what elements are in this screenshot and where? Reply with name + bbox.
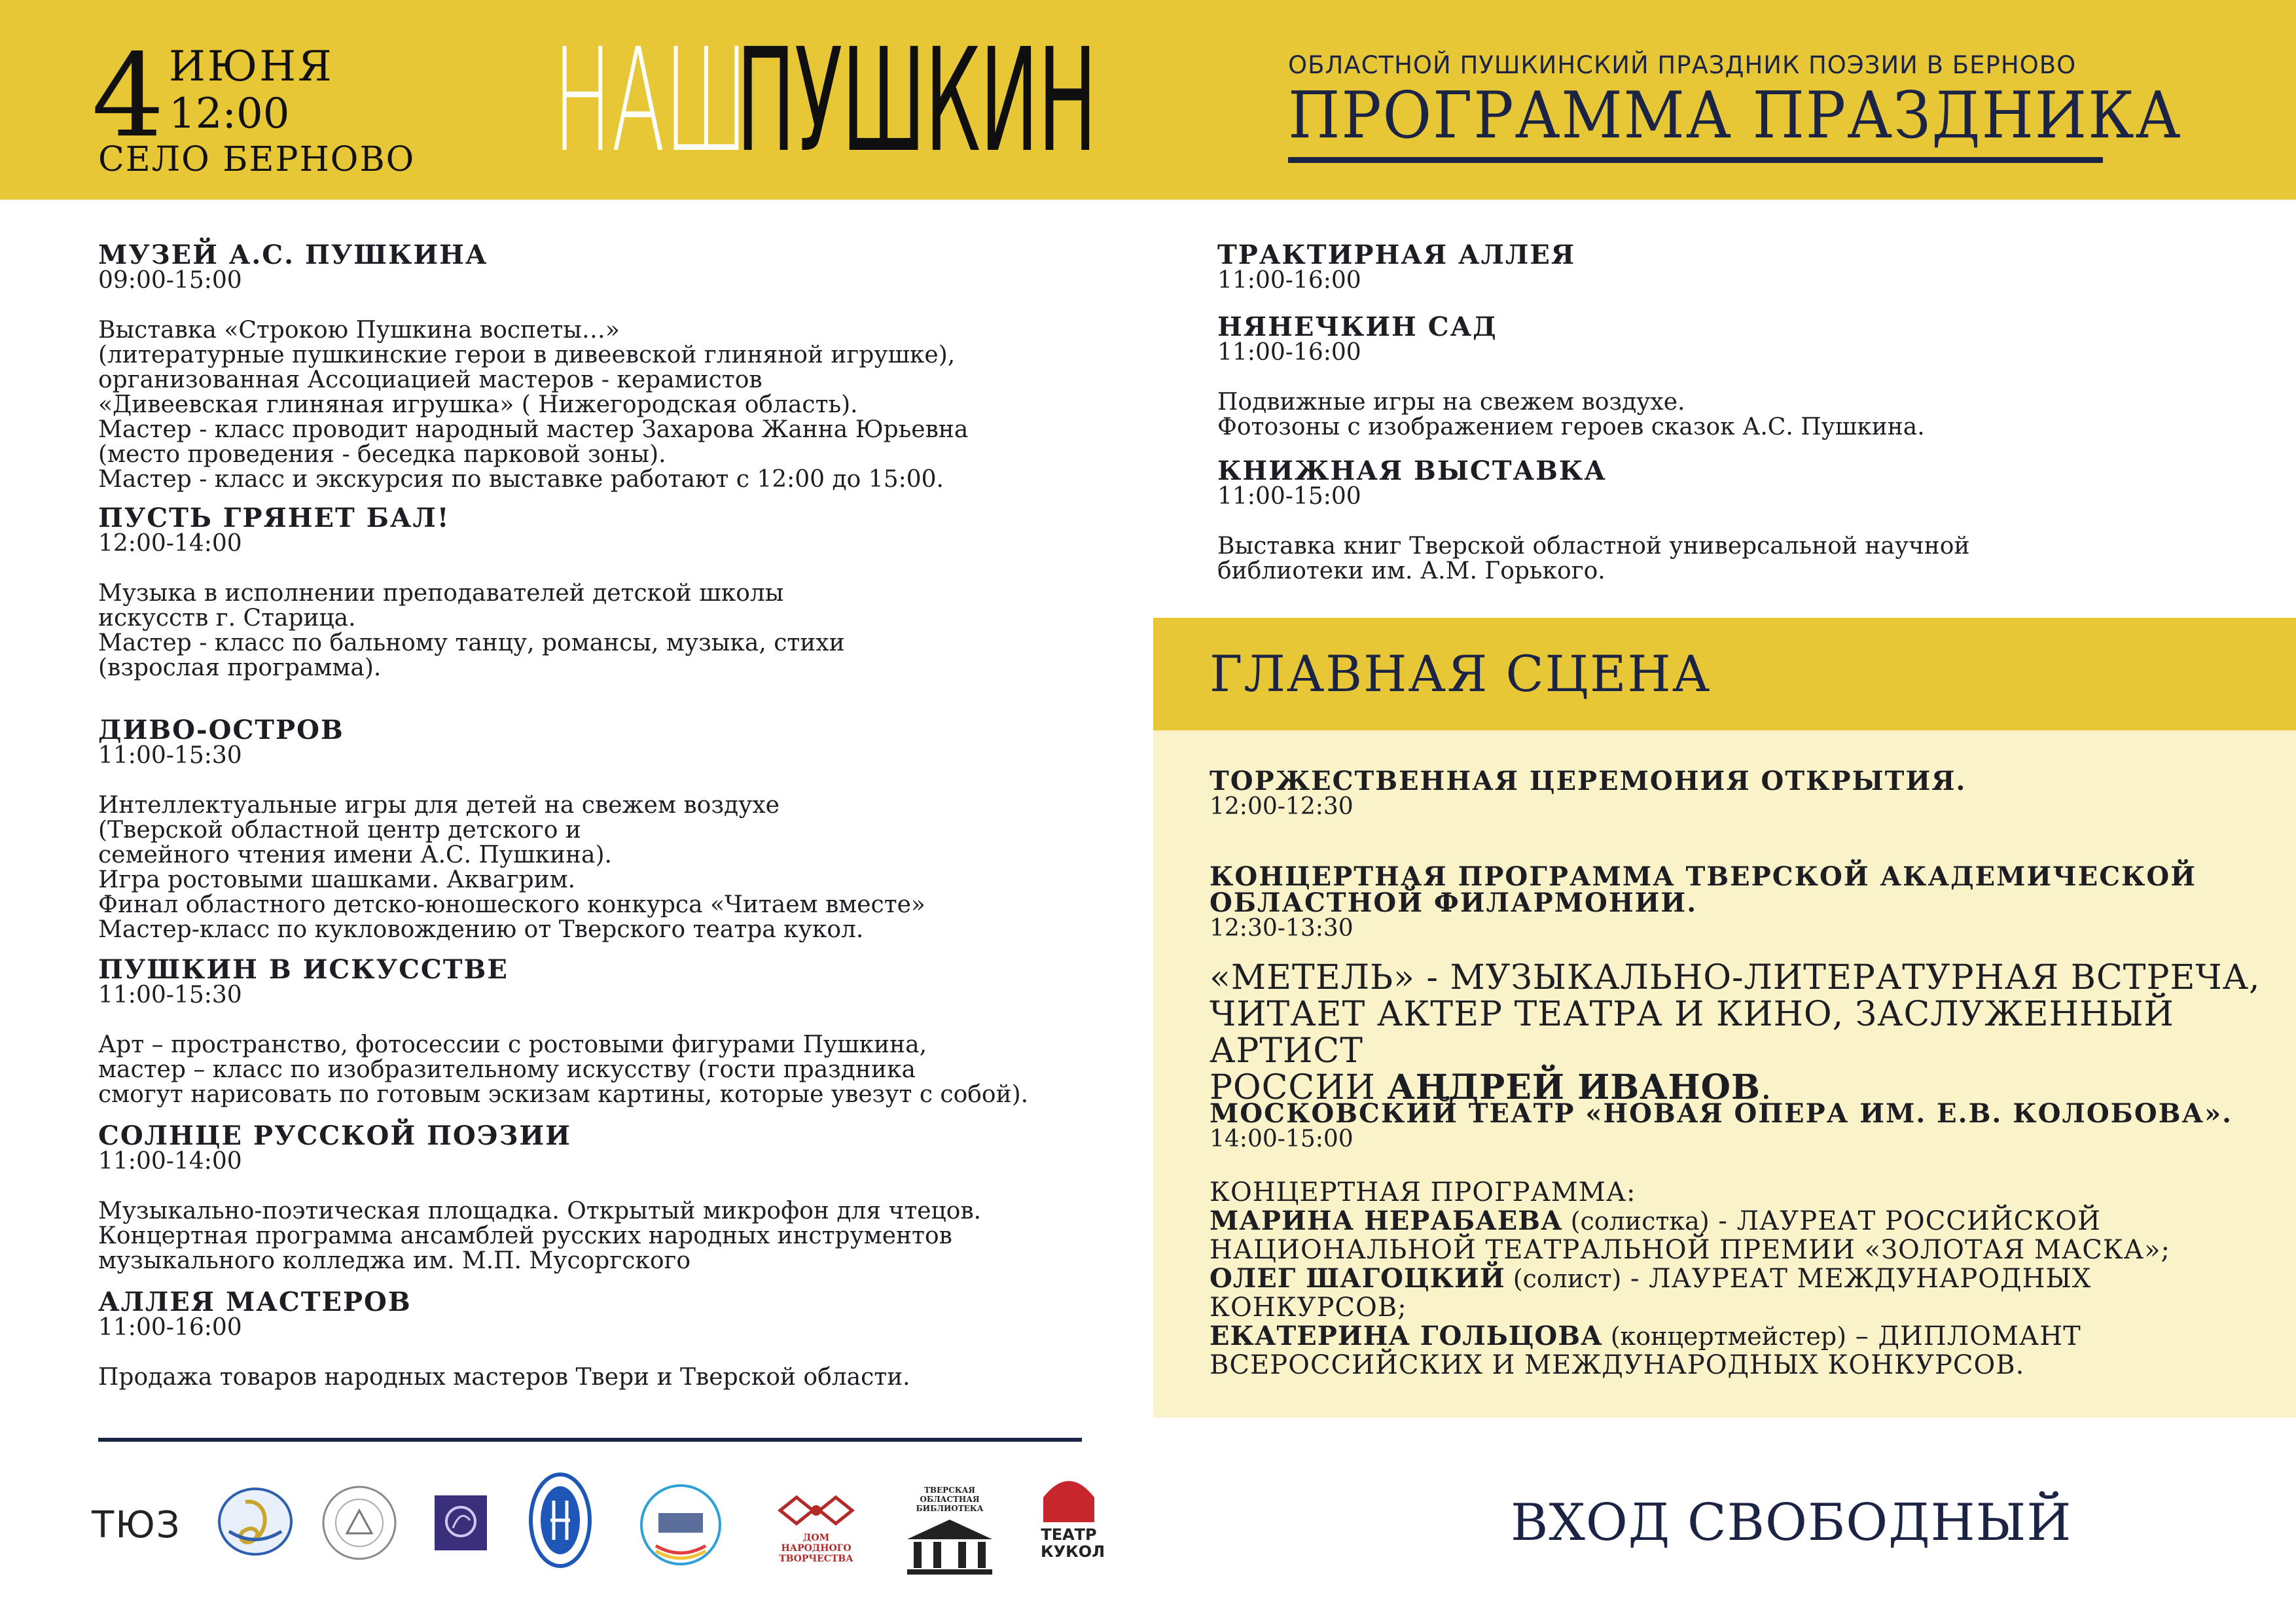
performer-1-desc-cont: НАЦИОНАЛЬНОЙ ТЕАТРАЛЬНОЙ ПРЕМИИ «ЗОЛОТАЯ МАСКА»; (1210, 1235, 2171, 1265)
opera-time: 14:00-15:00 (1210, 1126, 1354, 1152)
metel-line2: ЧИТАЕТ АКТЕР ТЕАТРА И КИНО, ЗАСЛУЖЕННЫЙ АРТИСТ (1210, 995, 2174, 1071)
section-title: СОЛНЦЕ РУССКОЙ ПОЭЗИИ (98, 1120, 571, 1151)
section-body: Продажа товаров народных мастеров Твери и Тверской области. (98, 1364, 910, 1391)
performer-2-desc: - ЛАУРЕАТ МЕЖДУНАРОДНЫХ КОНКУРСОВ; (1210, 1264, 2092, 1323)
section-title: КНИЖНАЯ ВЫСТАВКА (1217, 455, 1607, 486)
performer-3 (1210, 1322, 2296, 1351)
event-place: СЕЛО БЕРНОВО (98, 140, 416, 179)
folk-ornament-icon (767, 1491, 865, 1530)
section-time: 11:00-16:00 (1217, 339, 1361, 366)
performer-1-desc: - ЛАУРЕАТ РОССИЙСКОЙ (1709, 1206, 2101, 1236)
puppet-theatre-word2: КУКОЛ (1041, 1543, 1105, 1561)
stage-title: ГЛАВНАЯ СЦЕНА (1210, 645, 1712, 703)
section-title: АЛЛЕЯ МАСТЕРОВ (98, 1287, 412, 1317)
philharmonic-title-line1: КОНЦЕРТНАЯ ПРОГРАММА ТВЕРСКОЙ АКАДЕМИЧЕСКОЙ (1210, 861, 2197, 892)
puppet-theatre-word1: ТЕАТР (1041, 1525, 1097, 1544)
metel-line3-end: . (1760, 1068, 1772, 1107)
regional-library-label: ТВЕРСКАЯ ОБЛАСТНАЯ БИБЛИОТЕКА (916, 1486, 984, 1513)
concert-heading: КОНЦЕРТНАЯ ПРОГРАММА: (1210, 1177, 1636, 1207)
free-entry: ВХОД СВОБОДНЫЙ (1511, 1493, 2072, 1552)
section-time: 11:00-14:00 (98, 1148, 242, 1175)
logo-word-nash: НАШ (553, 18, 747, 184)
metel-line1: «МЕТЕЛЬ» - МУЗЫКАЛЬНО-ЛИТЕРАТУРНАЯ ВСТРЕЧА, (1210, 958, 2261, 997)
opening-time: 12:00-12:30 (1210, 793, 1354, 820)
logo-regional-library (894, 1486, 1005, 1571)
section-body: Выставка книг Тверской областной универсальной научной библиотеки им. А.М. Горького. (1217, 533, 1970, 584)
logo-museum-icon (433, 1494, 488, 1552)
section-body: Музыка в исполнении преподавателей детской школы искусств г. Старица. Мастер - класс по бальному танцу, романсы, музыка, стихи (взрослая программа). (98, 580, 845, 681)
logo-folk-art-house (767, 1491, 865, 1564)
stage-metel (1210, 959, 2296, 1106)
performer-2-role: (солист) (1505, 1264, 1622, 1293)
performer-1 (1210, 1207, 2296, 1236)
logo-word-pushkin: ПУШКИН (736, 18, 1096, 184)
logo-tyuz: ТЮЗ (92, 1504, 181, 1546)
opening-title: ТОРЖЕСТВЕННАЯ ЦЕРЕМОНИЯ ОТКРЫТИЯ. (1210, 766, 1967, 796)
section-title: ДИВО-ОСТРОВ (98, 715, 344, 745)
section-title: НЯНЕЧКИН САД (1217, 312, 1498, 342)
title-underline (1288, 157, 2103, 163)
section-body: Музыкально-поэтическая площадка. Открытый микрофон для чтецов. Концертная программа ансамблей русских народных инструментов музыкального колледжа им. М.П. Мусоргского (98, 1198, 982, 1274)
section-book-exhibition (1217, 455, 2265, 584)
section-divo-ostrov (98, 717, 1145, 942)
program-title: ПРОГРАММА ПРАЗДНИКА (1288, 79, 2182, 153)
section-title: МУЗЕЙ А.С. ПУШКИНА (98, 240, 488, 270)
philharmonic-time: 12:30-13:30 (1210, 915, 1354, 942)
stage-opera (1210, 1098, 2233, 1152)
event-day: 4 (92, 30, 165, 163)
event-time: 12:00 (169, 90, 290, 138)
library-building-icon (894, 1513, 1005, 1578)
section-title: ТРАКТИРНАЯ АЛЛЕЯ (1217, 240, 1576, 270)
section-title: ПУШКИН В ИСКУССТВЕ (98, 954, 509, 985)
section-title: ПУСТЬ ГРЯНЕТ БАЛ! (98, 503, 450, 533)
performer-2-name: ОЛЕГ ШАГОЦКИЙ (1210, 1263, 1505, 1294)
stage-philharmonic (1210, 861, 2197, 942)
section-body: Выставка «Строкою Пушкина воспеты…» (литературные пушкинские герои в дивеевской глиняной игрушке), организованная Ассоциацией мастеров - керамистов «Дивеевская глиняная игрушка» ( Нижегородская область). Мастер - класс проводит народный мастер Захарова Жанна Юрьевна (место проведения - беседка парковой зоны). Мастер - класс и экскурсия по выставке работают с 12:00 до 15:00. (98, 317, 969, 493)
section-sun-poetry (98, 1120, 1145, 1274)
performer-2 (1210, 1264, 2296, 1322)
section-time: 12:00-14:00 (98, 530, 242, 557)
section-nanny-garden (1217, 314, 2265, 440)
performer-3-desc: – ДИПЛОМАНТ (1846, 1321, 2081, 1351)
section-time: 11:00-16:00 (1217, 267, 1361, 294)
performer-3-name: ЕКАТЕРИНА ГОЛЬЦОВА (1210, 1321, 1603, 1351)
section-masters-alley (98, 1289, 1145, 1390)
logo-children-library-icon (321, 1484, 398, 1561)
section-time: 11:00-15:30 (98, 982, 242, 1008)
performer-name: АНДРЕЙ ИВАНОВ (1387, 1067, 1761, 1107)
logo-philharmonic-icon (528, 1471, 593, 1569)
section-museum (98, 242, 1145, 492)
puppet-theatre-arch-icon (1041, 1471, 1097, 1524)
section-body: Подвижные игры на свежем воздухе. Фотозоны с изображением героев сказок А.С. Пушкина. (1217, 389, 1925, 440)
section-tavern-alley (1217, 242, 2265, 293)
section-time: 11:00-15:00 (1217, 483, 1361, 510)
folk-art-house-label: ДОМ НАРОДНОГО ТВОРЧЕСТВА (779, 1533, 853, 1564)
performer-3-desc-cont: ВСЕРОССИЙСКИХ И МЕЖДУНАРОДНЫХ КОНКУРСОВ. (1210, 1350, 2025, 1380)
section-ball (98, 505, 1145, 681)
metel-line3-start: РОССИИ (1210, 1068, 1388, 1107)
philharmonic-title-line2: ОБЛАСТНОЙ ФИЛАРМОНИИ. (1210, 887, 1698, 918)
performer-1-name: МАРИНА НЕРАБАЕВА (1210, 1205, 1563, 1236)
footer-divider (98, 1438, 1082, 1442)
logo-regional-center-icon (639, 1483, 723, 1567)
section-time: 11:00-15:30 (98, 742, 242, 769)
section-body: Интеллектуальные игры для детей на свежем воздухе (Тверской областной центр детского и семейного чтения имени А.С. Пушкина). Игра ростовыми шашками. Аквагрим. Финал областного детско-юношеского конкурса «Читаем вместе» Мастер-класс по кукловождению от Тверского театра кукол. (98, 792, 925, 943)
opera-title: МОСКОВСКИЙ ТЕАТР «НОВАЯ ОПЕРА ИМ. Е.В. КОЛОБОВА». (1210, 1098, 2233, 1129)
event-month: ИЮНЯ (169, 43, 334, 91)
logo-music-college-icon (216, 1486, 295, 1558)
performer-3-role: (концертмейстер) (1602, 1322, 1847, 1351)
section-time: 11:00-16:00 (98, 1314, 242, 1341)
stage-opening (1210, 768, 1966, 819)
section-time: 09:00-15:00 (98, 267, 242, 294)
stage-concert-program (1210, 1178, 2296, 1380)
performer-1-role: (солистка) (1562, 1207, 1710, 1236)
festival-subtitle: ОБЛАСТНОЙ ПУШКИНСКИЙ ПРАЗДНИК ПОЭЗИИ В БЕРНОВО (1288, 51, 2077, 79)
section-pushkin-art (98, 954, 1145, 1108)
section-body: Арт – пространство, фотосессии с ростовыми фигурами Пушкина, мастер – класс по изобразительному искусству (гости праздника смогут нарисовать по готовым эскизам картины, которые увезут с собой). (98, 1031, 1029, 1108)
logo-puppet-theatre (1041, 1471, 1105, 1576)
